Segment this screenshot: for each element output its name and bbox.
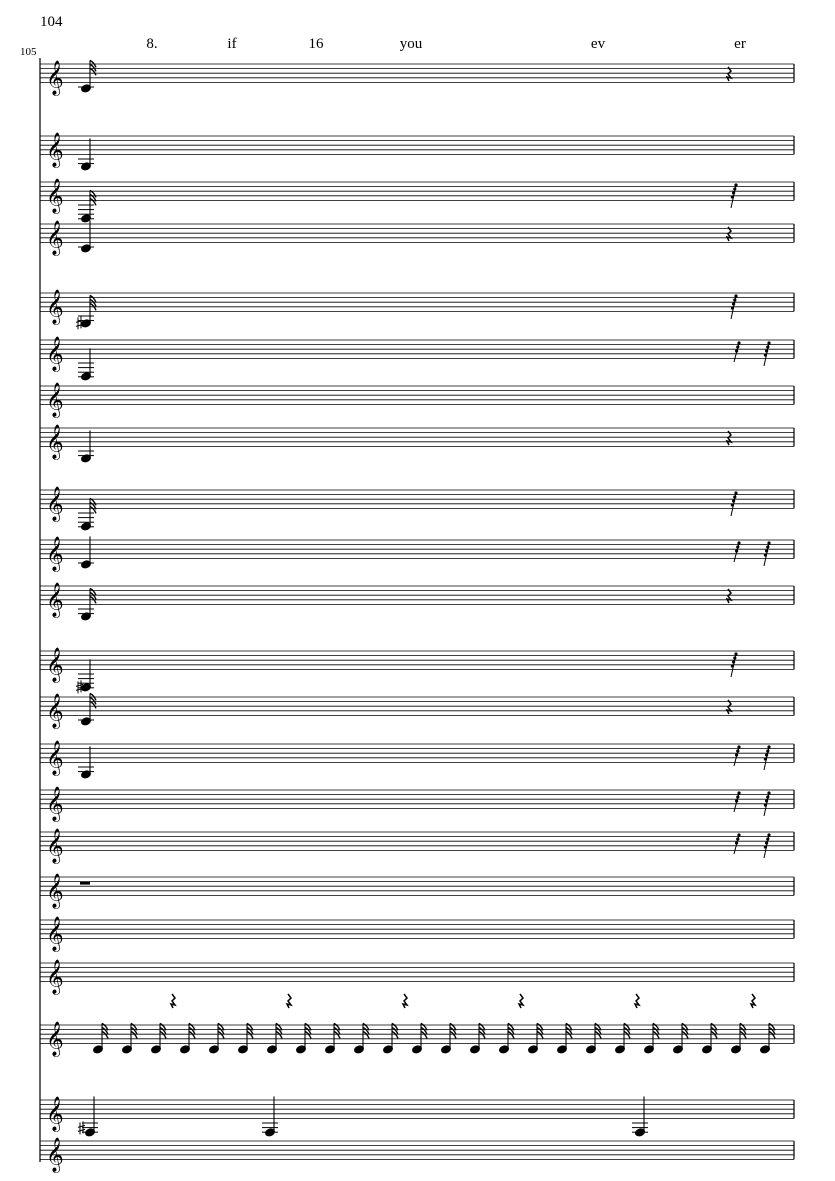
treble-clef-icon: 𝄞	[46, 60, 64, 96]
quarter-rest	[727, 589, 731, 603]
quarter-rest	[751, 994, 755, 1008]
quarter-rest	[727, 67, 731, 81]
treble-clef-icon: 𝄞	[46, 916, 64, 952]
rest-flag	[734, 294, 737, 297]
rest-flag	[764, 803, 767, 806]
rest-flag	[766, 749, 769, 752]
rest-flag	[766, 795, 769, 798]
rest-flag	[731, 664, 734, 667]
whole-rest	[80, 882, 90, 885]
lyric-syllable: er	[734, 36, 746, 52]
lyric-syllable: if	[227, 36, 237, 52]
treble-clef-icon: 𝄞	[46, 424, 64, 460]
rest-flag	[736, 545, 739, 548]
rest-flag	[732, 191, 735, 194]
quarter-rest	[403, 994, 407, 1008]
rest-flag	[765, 841, 768, 844]
treble-clef-icon: 𝄞	[46, 582, 64, 618]
system-number: 104	[40, 14, 63, 30]
quarter-rest	[727, 227, 731, 241]
rest-flag	[736, 837, 739, 840]
treble-clef-icon: 𝄞	[46, 786, 64, 822]
rest-flag	[732, 660, 735, 663]
rest-flag	[767, 341, 770, 344]
lyric-syllable: ev	[590, 36, 606, 52]
rest-flag	[731, 503, 734, 506]
treble-clef-icon: 𝄞	[46, 647, 64, 683]
rest-flag	[731, 195, 734, 198]
rest-flag	[764, 553, 767, 556]
rest-flag	[737, 541, 740, 544]
treble-clef-icon: 𝄞	[46, 740, 64, 776]
rest-flag	[765, 799, 768, 802]
quarter-rest	[635, 994, 639, 1008]
rest-flag	[733, 187, 736, 190]
rest-flag	[764, 757, 767, 760]
rest-flag	[735, 841, 738, 844]
rest-flag	[735, 753, 738, 756]
rest-flag	[767, 541, 770, 544]
treble-clef-icon: 𝄞	[46, 693, 64, 729]
rest-flag	[732, 499, 735, 502]
rest-flag	[767, 745, 770, 748]
treble-clef-icon: 𝄞	[46, 132, 64, 168]
treble-clef-icon: 𝄞	[46, 486, 64, 522]
rest-flag	[735, 799, 738, 802]
rest-flag	[764, 845, 767, 848]
rest-flag	[766, 837, 769, 840]
rest-flag	[767, 791, 770, 794]
rest-flag	[735, 549, 738, 552]
treble-clef-icon: 𝄞	[46, 828, 64, 864]
treble-clef-icon: 𝄞	[46, 382, 64, 418]
rest-flag	[765, 753, 768, 756]
quarter-rest	[519, 994, 523, 1008]
rest-flag	[732, 302, 735, 305]
rest-flag	[736, 345, 739, 348]
rest-flag	[737, 341, 740, 344]
treble-clef-icon: 𝄞	[46, 289, 64, 325]
rest-flag	[733, 656, 736, 659]
lyric-syllable: you	[399, 36, 423, 52]
quarter-rest	[171, 994, 175, 1008]
rest-flag	[736, 749, 739, 752]
treble-clef-icon: 𝄞	[46, 1021, 64, 1057]
rest-flag	[764, 353, 767, 356]
rest-flag	[737, 791, 740, 794]
rest-flag	[765, 549, 768, 552]
rest-flag	[736, 795, 739, 798]
rest-flag	[734, 183, 737, 186]
quarter-rest	[287, 994, 291, 1008]
treble-clef-icon: 𝄞	[46, 336, 64, 372]
rest-flag	[733, 298, 736, 301]
quarter-rest	[727, 431, 731, 445]
treble-clef-icon: 𝄞	[46, 536, 64, 572]
rest-flag	[765, 349, 768, 352]
rest-flag	[766, 545, 769, 548]
rest-flag	[735, 349, 738, 352]
treble-clef-icon: 𝄞	[46, 959, 64, 995]
treble-clef-icon: 𝄞	[46, 178, 64, 214]
treble-clef-icon: 𝄞	[46, 1096, 64, 1132]
rest-flag	[767, 833, 770, 836]
bar-number: 105	[20, 46, 37, 58]
rest-flag	[737, 745, 740, 748]
rest-flag	[737, 833, 740, 836]
quarter-rest	[727, 700, 731, 714]
rest-flag	[734, 491, 737, 494]
lyric-syllable: 16	[308, 36, 324, 52]
treble-clef-icon: 𝄞	[46, 873, 64, 909]
rest-flag	[766, 345, 769, 348]
rest-flag	[734, 652, 737, 655]
lyric-syllable: 8.	[146, 36, 158, 52]
treble-clef-icon: 𝄞	[46, 1137, 64, 1173]
rest-flag	[733, 495, 736, 498]
treble-clef-icon: 𝄞	[46, 220, 64, 256]
rest-flag	[731, 306, 734, 309]
